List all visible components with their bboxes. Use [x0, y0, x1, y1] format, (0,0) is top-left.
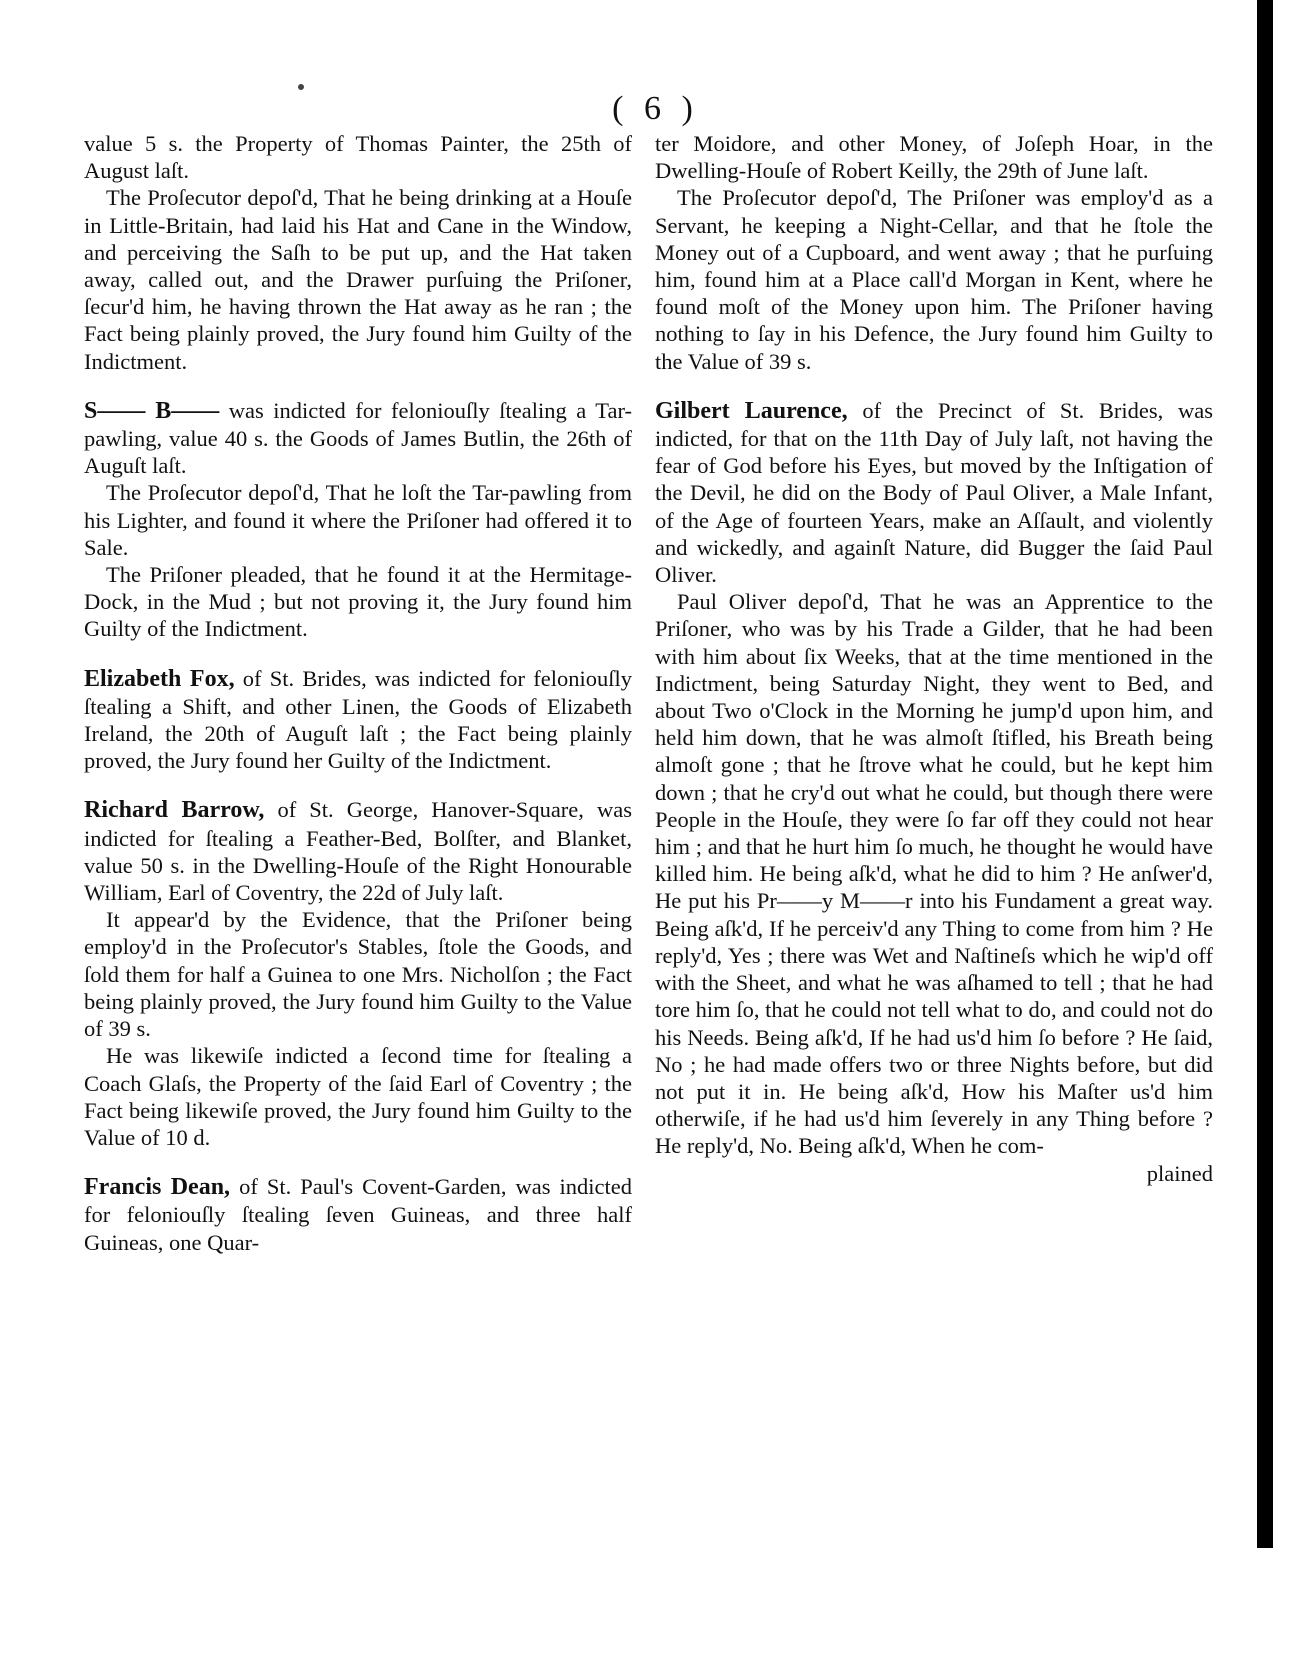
paragraph: It appear'd by the Evidence, that the Priſoner being employ'd in the Proſecutor's Stables, ſtole the Goods, and ſold them for half a Guinea to one Mrs. Nicholſon ; the Fact being plainly proved, the Jury found him Guilty to the Value of 39 s.: [84, 907, 632, 1042]
page-number: ( 6 ): [612, 90, 699, 127]
paragraph: value 5 s. the Property of Thomas Painter, the 25th of August laſt.: [84, 131, 632, 184]
paragraph: The Priſoner pleaded, that he found it at the Hermitage-Dock, in the Mud ; but not proving it, the Jury found him Guilty of the Indictment.: [84, 562, 632, 642]
paragraph: ter Moidore, and other Money, of Joſeph Hoar, in the Dwelling-Houſe of Robert Keilly, the 29th of June laſt.: [655, 131, 1213, 184]
entry-text: of the Precinct of St. Brides, was indicted, for that on the 11th Day of July laſt, not having the fear of God before his Eyes, but moved by the Inſtigation of the Devil, he did on the Body of Paul Oliver, a Male Infant, of the Age of fourteen Years, make an Aſſault, and violently and wickedly, and againſt Nature, did Bugger the ſaid Paul Oliver.: [655, 397, 1213, 588]
paragraph: The Proſecutor depoſ'd, The Priſoner was employ'd as a Servant, he keeping a Night-Cellar, and that he ſtole the Money out of a Cupboard, and went away ; that he purſuing him, found him at a Place call'd Morgan in Kent, where he found moſt of the Money upon him. The Priſoner having nothing to ſay in his Defence, the Jury found him Guilty to the Value of 39 s.: [655, 185, 1213, 374]
defendant-name: Gilbert Laurence,: [655, 397, 848, 424]
defendant-name: Francis Dean,: [84, 1174, 231, 1201]
entry-text: of St. George, Hanover-Square, was indicted for ſtealing a Feather-Bed, Bolſter, and Blanket, value 50 s. in the Dwelling-Houſe of the Right Honourable William, Earl of Coventry, the 22d of July laſt.: [84, 797, 632, 906]
entry-text: was indicted for feloniouſly ſtealing a Tar-pawling, value 40 s. the Goods of James Butlin, the 26th of Auguſt laſt.: [84, 397, 632, 479]
defendant-name: Richard Barrow,: [84, 797, 265, 824]
entry-text: of St. Paul's Covent-Garden, was indicted for feloniouſly ſtealing ſeven Guineas, and three half Guineas, one Quar-: [84, 1174, 632, 1255]
paragraph: The Proſecutor depoſ'd, That he being drinking at a Houſe in Little-Britain, had laid his Hat and Cane in the Window, and perceiving the Saſh to be put up, and the Hat taken away, called out, and the Drawer purſuing the Priſoner, ſecur'd him, he having thrown the Hat away as he ran ; the Fact being plainly proved, the Jury found him Guilty of the Indictment.: [84, 185, 632, 374]
scan-speck: [298, 84, 304, 90]
paragraph: The Proſecutor depoſ'd, That he loſt the Tar-pawling from his Lighter, and found it where the Priſoner had offered it to Sale.: [84, 480, 632, 560]
paragraph: Paul Oliver depoſ'd, That he was an Apprentice to the Priſoner, who was by his Trade a Gilder, that he had been with him about ſix Weeks, that at the time mentioned in the Indictment, being Saturday Night, they went to Bed, and about Two o'Clock in the Morning he jump'd upon him, and held him down, that he was almoſt ſtifled, his Breath being almoſt gone ; that he ſtrove what he could, but he kept him down ; that he cry'd out what he could, but though there were People in the Houſe, they were ſo far off they could not hear him ; and that he hurt him ſo much, he thought he would have killed him. He being aſk'd, what he did to him ? He anſwer'd, He put his Pr——y M——r into his Fundament a great way. Being aſk'd, If he perceiv'd any Thing to come from him ? He reply'd, Yes ; there was Wet and Naſtineſs which he wip'd off with the Sheet, and what he was aſhamed to tell ; that he had tore him ſo, that he could not tell what to do, and could not do his Needs. Being aſk'd, If he had us'd him ſo before ? He ſaid, No ; he had made offers two or three Nights before, but did not put it in. He being aſk'd, How his Maſter us'd him otherwiſe, if he had us'd him ſeverely in any Thing before ? He reply'd, No. Being aſk'd, When he com-: [655, 589, 1213, 1159]
defendant-name: Elizabeth Fox,: [84, 665, 235, 692]
entry-paragraph: [84, 796, 632, 906]
entry-text: of St. Brides, was indicted for feloniouſly ſtealing a Shift, and other Linen, the Goods of Elizabeth Ireland, the 20th of Auguſt laſt ; the Fact being plainly proved, the Jury found her Guilty of the Indictment.: [84, 665, 632, 774]
entry-paragraph: [84, 665, 632, 775]
left-column: [84, 130, 632, 1256]
right-column: [655, 130, 1213, 1187]
paragraph: He was likewiſe indicted a ſecond time for ſtealing a Coach Glaſs, the Property of the ſaid Earl of Coventry ; the Fact being likewiſe proved, the Jury found him Guilty to the Value of 10 d.: [84, 1043, 632, 1150]
scan-edge-bar: [1257, 0, 1273, 1548]
defendant-name: S—— B——: [84, 397, 220, 424]
catchword: plained: [1146, 1160, 1213, 1186]
entry-paragraph: [84, 397, 632, 480]
entry-paragraph: [84, 1173, 632, 1256]
entry-paragraph: [655, 397, 1213, 588]
